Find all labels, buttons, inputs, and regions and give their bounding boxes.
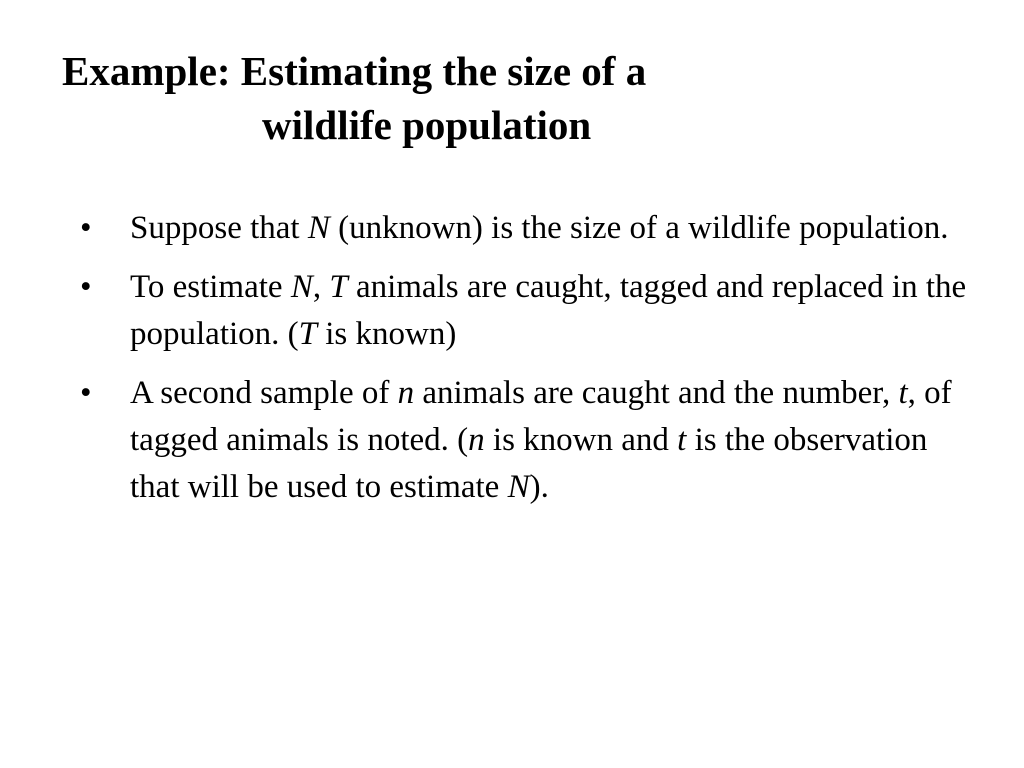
math-variable: T (298, 316, 318, 352)
text-segment: is known and (484, 422, 678, 458)
text-segment: animals are caught, tagged and replaced in the population. ( (130, 269, 967, 352)
text-segment: To estimate (130, 269, 291, 305)
text-segment: Suppose that (130, 210, 308, 246)
bullet-marker: • (80, 269, 92, 305)
math-variable: t (898, 375, 908, 411)
bullet-text (130, 264, 970, 358)
text-segment: , (312, 269, 330, 305)
math-variable: N (507, 469, 530, 505)
bullet-marker: • (80, 210, 92, 246)
title-line-1: Example: Estimating the size of a (62, 48, 647, 94)
math-variable: n (397, 375, 415, 411)
bullet-marker: • (80, 375, 92, 411)
math-variable: n (468, 422, 485, 458)
bullet-list (80, 205, 970, 523)
bullet-text (130, 370, 970, 511)
text-segment: , of tagged animals is noted. ( (130, 375, 952, 458)
math-variable: N (307, 210, 330, 246)
text-segment: is known) (317, 316, 457, 352)
math-variable: T (329, 269, 348, 305)
text-segment: animals are caught and the number, (414, 375, 899, 411)
bullet-text (130, 205, 970, 252)
math-variable: t (677, 422, 687, 458)
text-segment: (unknown) is the size of a wildlife population. (329, 210, 949, 246)
bullet-item (80, 370, 970, 511)
text-segment: ). (529, 469, 549, 505)
math-variable: N (290, 269, 313, 305)
slide-title (62, 44, 646, 152)
title-line-2: wildlife population (262, 102, 592, 148)
text-segment: A second sample of (130, 375, 398, 411)
bullet-item (80, 264, 970, 358)
bullet-item (80, 205, 970, 252)
text-segment: is the observation that will be used to estimate (130, 422, 928, 505)
